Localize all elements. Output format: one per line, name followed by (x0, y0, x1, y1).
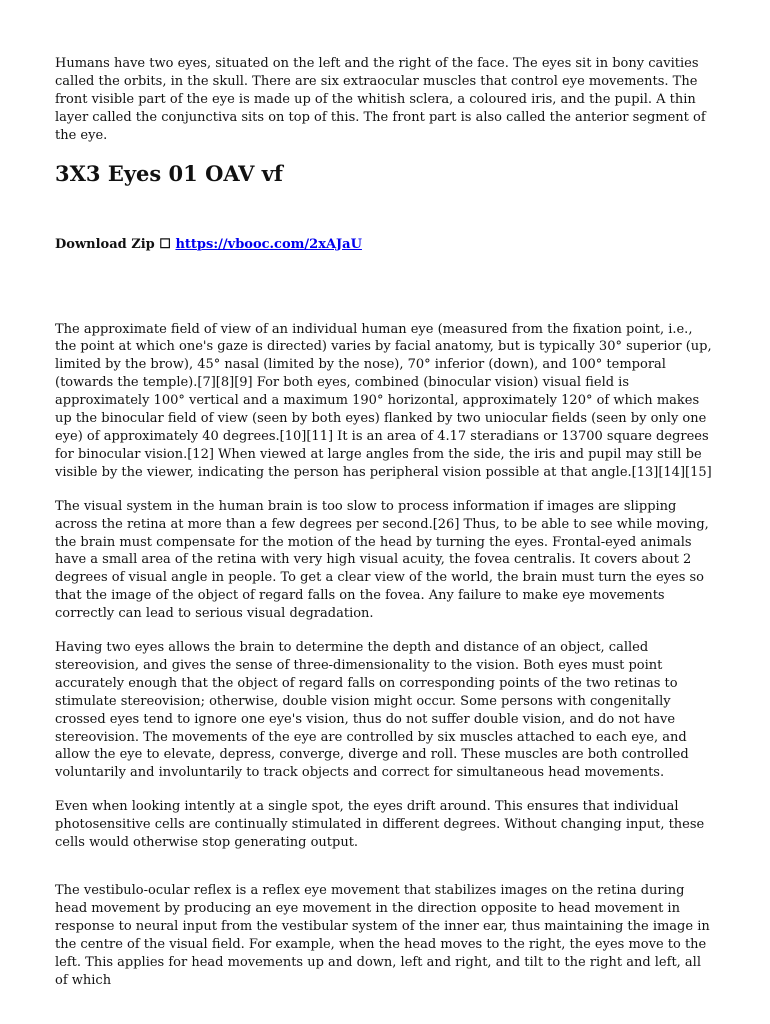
document-title: 3X3 Eyes 01 OAV vf (55, 160, 283, 186)
document-page (55, 55, 715, 989)
download-label: Download Zip ☐ (55, 236, 171, 252)
paragraph-vestibulo-ocular: The vestibulo-ocular reflex is a reflex eye movement that stabilizes images on the retina during head movement by producing an eye movement in the direction opposite to head movement in response to neural input from the vestibular system of the inner ear, thus maintaining the image in the centre of the visual field. For example, when the head moves to the right, the eyes move to the left. This applies for head movements up and down, left and right, and tilt to the right and left, all of which (55, 883, 710, 988)
paragraph-visual-system: The visual system in the human brain is too slow to process information if images are slipping across the retina at more than a few degrees per second.[26] Thus, to be able to see while moving, the brain must compensate for the motion of the head by turning the eyes. Frontal-eyed animals have a small area of the retina with very high visual acuity, the fovea centralis. It covers about 2 degrees of visual angle in people. To get a clear view of the world, the brain must turn the eyes so that the image of the object of regard falls on the fovea. Any failure to make eye movements correctly can lead to serious visual degradation. (55, 498, 709, 622)
paragraph-field-of-view: The approximate field of view of an individual human eye (measured from the fixation point, i.e., the point at which one's gaze is directed) varies by facial anatomy, but is typically 30° superior (up, limited by the brow), 45° nasal (limited by the nose), 70° inferior (down), and 100° temporal (towards the temple).[7][8][9] For both eyes, combined (binocular vision) visual field is approximately 100° vertical and a maximum 190° horizontal, approximately 120° of which makes up the binocular field of view (seen by both eyes) flanked by two uniocular fields (seen by only one eye) of approximately 40 degrees.[10][11] It is an area of 4.17 steradians or 13700 square degrees for binocular vision.[12] When viewed at large angles from the side, the iris and pupil may still be visible by the viewer, indicating the person has peripheral vision possible at that angle.[13][14][15] (55, 321, 712, 480)
download-link[interactable]: https://vbooc.com/2xAJaU (175, 236, 362, 252)
download-line (55, 236, 715, 254)
intro-paragraph: Humans have two eyes, situated on the left and the right of the face. The eyes sit in bony cavities called the orbits, in the skull. There are six extraocular muscles that control eye movements. The front visible part of the eye is made up of the whitish sclera, a coloured iris, and the pupil. A thin layer called the conjunctiva sits on top of this. The front part is also called the anterior segment of the eye. (55, 56, 706, 143)
paragraph-eye-drift: Even when looking intently at a single spot, the eyes drift around. This ensures that individual photosensitive cells are continually stimulated in different degrees. Without changing input, these cells would otherwise stop generating output. (55, 799, 705, 851)
paragraph-stereovision: Having two eyes allows the brain to determine the depth and distance of an object, called stereovision, and gives the sense of three-dimensionality to the vision. Both eyes must point accurately enough that the object of regard falls on corresponding points of the two retinas to stimulate stereovision; otherwise, double vision might occur. Some persons with congenitally crossed eyes tend to ignore one eye's vision, thus do not suffer double vision, and do not have stereovision. The movements of the eye are controlled by six muscles attached to each eye, and allow the eye to elevate, depress, converge, diverge and roll. These muscles are both controlled voluntarily and involuntarily to track objects and correct for simultaneous head movements. (55, 640, 689, 781)
